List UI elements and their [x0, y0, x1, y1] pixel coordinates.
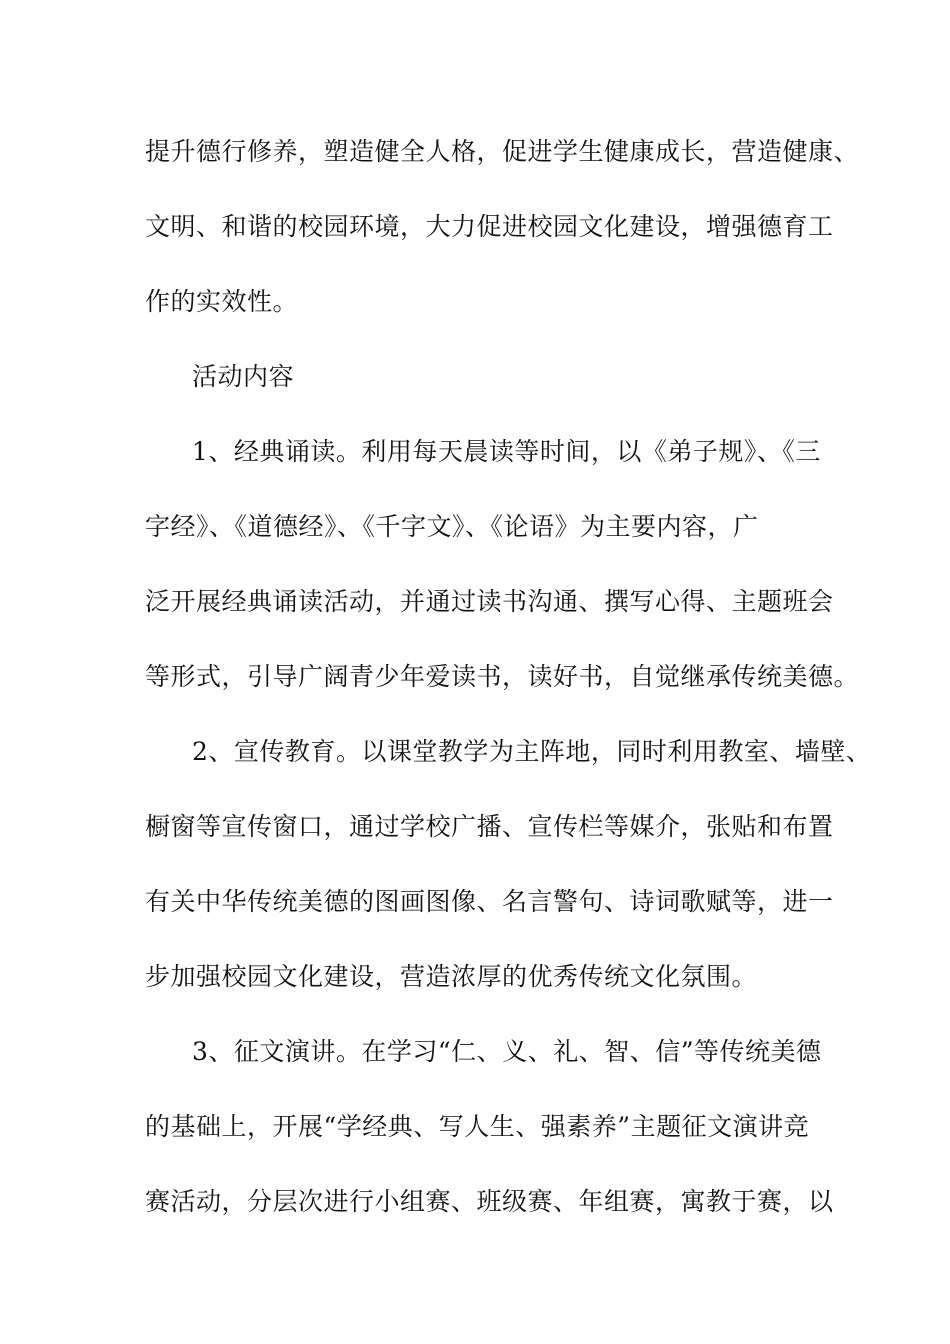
- text-line: 3、征文演讲。在学习“仁、义、礼、智、信”等传统美德: [192, 1037, 822, 1066]
- text-line: 步加强校园文化建设，营造浓厚的优秀传统文化氛围。: [145, 962, 758, 991]
- text-line: 1、经典诵读。利用每天晨读等时间，以《弟子规》、《三: [192, 437, 821, 466]
- text-line: 文明、和谐的校园环境，大力促进校园文化建设，增强德育工: [145, 212, 834, 241]
- text-line: 有关中华传统美德的图画图像、名言警句、诗词歌赋等，进一: [145, 887, 834, 916]
- text-line: 橱窗等宣传窗口，通过学校广播、宣传栏等媒介，张贴和布置: [145, 812, 834, 841]
- text-line: 的基础上，开展“学经典、写人生、强素养”主题征文演讲竞: [145, 1112, 810, 1141]
- text-line: 赛活动，分层次进行小组赛、班级赛、年组赛，寓教于赛，以: [145, 1187, 834, 1216]
- text-line: 字经》、《道德经》、《千字文》、《论语》为主要内容，广: [145, 512, 759, 541]
- section-heading: 活动内容: [192, 362, 295, 391]
- text-line: 2、宣传教育。以课堂教学为主阵地，同时利用教室、墙壁、: [192, 737, 872, 766]
- text-line: 提升德行修养，塑造健全人格，促进学生健康成长，营造健康、: [145, 137, 860, 166]
- text-line: 作的实效性。: [145, 287, 299, 316]
- text-line: 等形式，引导广阔青少年爱读书，读好书，自觉继承传统美德。: [145, 662, 860, 691]
- text-line: 泛开展经典诵读活动，并通过读书沟通、撰写心得、主题班会: [145, 587, 834, 616]
